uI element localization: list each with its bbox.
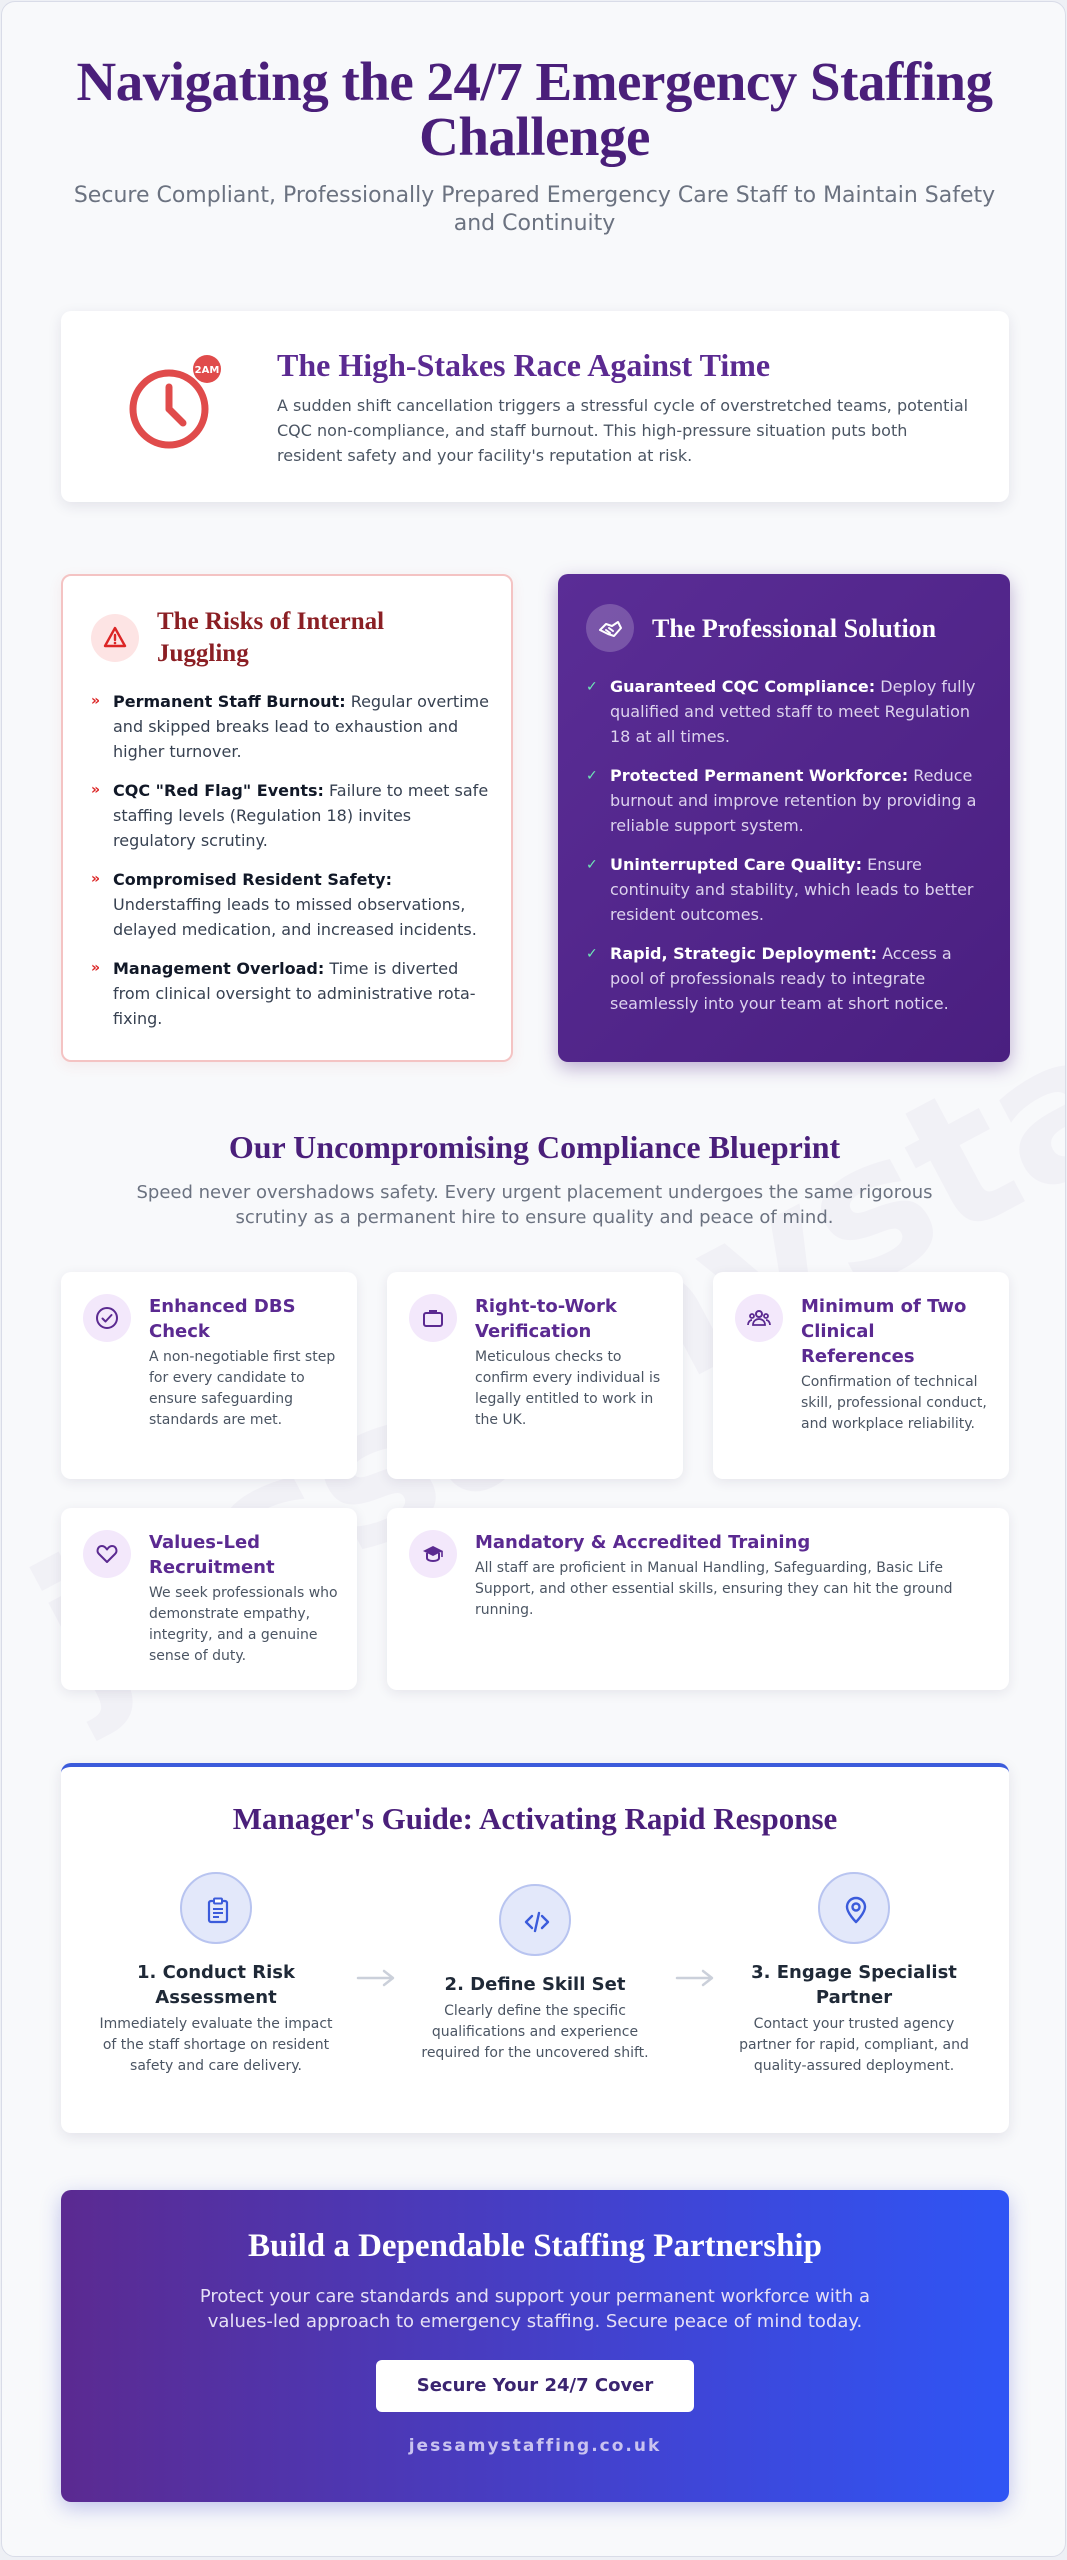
feature-text: All staff are proficient in Manual Handling, Safeguarding, Basic Life Support, and other essential skills, ensuring they can hit the ground running. — [475, 1560, 953, 1618]
step-text: Clearly define the specific qualifications and experience required for the uncovered shift. — [421, 2003, 649, 2061]
list-item: ✓ Guaranteed CQC Compliance: Deploy fully qualified and vetted staff to meet Regulation 18 at all times. — [586, 677, 976, 746]
handshake-icon — [586, 604, 634, 652]
cta-text: Protect your care standards and support your permanent workforce with a values-led approach to emergency staffing. Secure peace of mind today. — [199, 2286, 871, 2332]
risks-title: The Risks of Internal Juggling — [157, 608, 385, 667]
list-item: ✓ Uninterrupted Care Quality: Ensure continuity and stability, which leads to better resident outcomes. — [586, 855, 974, 924]
guide-title: Manager's Guide: Activating Rapid Response — [232, 1801, 838, 1836]
solution-title: The Professional Solution — [652, 614, 937, 643]
heart-icon — [83, 1530, 131, 1578]
check-icon: ✓ — [586, 857, 598, 873]
cta-banner — [61, 2190, 1009, 2502]
clock-icon — [125, 353, 225, 453]
solution-card — [558, 574, 1010, 1062]
feature-card-right-to-work — [387, 1272, 683, 1479]
race-card — [61, 311, 1009, 502]
chevron-bullet-icon: » — [91, 782, 101, 798]
people-icon — [735, 1294, 783, 1342]
feature-title: Values-Led Recruitment — [149, 1532, 275, 1578]
chevron-bullet-icon: » — [91, 960, 101, 976]
arrow-right-icon — [356, 1968, 396, 1988]
feature-title: Minimum of Two Clinical References — [801, 1296, 967, 1367]
list-item: » Permanent Staff Burnout: Regular overtime and skipped breaks lead to exhaustion and higher turnover. — [91, 689, 491, 764]
check-icon: ✓ — [586, 946, 598, 962]
check-icon: ✓ — [586, 679, 598, 695]
feature-text: Meticulous checks to confirm every individual is legally entitled to work in the UK. — [475, 1349, 661, 1428]
feature-text: Confirmation of technical skill, professional conduct, and workplace reliability. — [801, 1374, 987, 1432]
guide-step-3 — [729, 1872, 979, 2077]
list-item: » Management Overload: Time is diverted from clinical oversight to administrative rota-fixing. — [91, 956, 491, 1031]
check-circle-icon — [83, 1294, 131, 1342]
risks-card — [61, 574, 513, 1062]
guide-step-1 — [91, 1872, 341, 2077]
feature-card-values — [61, 1508, 357, 1690]
feature-text: We seek professionals who demonstrate empathy, integrity, and a genuine sense of duty. — [149, 1585, 338, 1664]
blueprint-header — [2, 1129, 1066, 1230]
step-title: 2. Define Skill Set — [444, 1974, 626, 1995]
arrow-right-icon — [675, 1968, 715, 1988]
feature-card-references — [713, 1272, 1009, 1479]
feature-title: Enhanced DBS Check — [149, 1296, 296, 1342]
warning-icon — [91, 614, 139, 662]
feature-title: Mandatory & Accredited Training — [475, 1532, 811, 1553]
feature-title: Right-to-Work Verification — [475, 1296, 617, 1342]
solution-list — [586, 674, 986, 1030]
list-item: » Compromised Resident Safety: Understaffing leads to missed observations, delayed medication, and increased incidents. — [91, 867, 491, 942]
briefcase-icon — [409, 1294, 457, 1342]
step-title: 3. Engage Specialist Partner — [751, 1962, 957, 2008]
graduation-cap-icon — [409, 1530, 457, 1578]
step-text: Contact your trusted agency partner for rapid, compliant, and quality-assured deployment. — [739, 2016, 969, 2074]
blueprint-title: Our Uncompromising Compliance Blueprint — [228, 1129, 841, 1165]
cta-title: Build a Dependable Staffing Partnership — [248, 2228, 822, 2264]
race-title: The High-Stakes Race Against Time — [277, 347, 771, 383]
feature-text: A non-negotiable first step for every candidate to ensure safeguarding standards are met. — [149, 1349, 336, 1428]
page-title: Navigating the 24/7 Emergency Staffing Challenge — [76, 51, 993, 167]
chevron-bullet-icon: » — [91, 871, 101, 887]
check-icon: ✓ — [586, 768, 598, 784]
list-item: ✓ Protected Permanent Workforce: Reduce burnout and improve retention by providing a reliable support system. — [586, 766, 977, 835]
list-item: ✓ Rapid, Strategic Deployment: Access a pool of professionals ready to integrate seamlessly into your team at short notice. — [586, 944, 952, 1013]
step-text: Immediately evaluate the impact of the staff shortage on resident safety and care delivery. — [99, 2016, 333, 2074]
blueprint-subtitle: Speed never overshadows safety. Every urgent placement undergoes the same rigorous scrutiny as a permanent hire to ensure quality and peace of mind. — [136, 1182, 933, 1228]
guide-step-2 — [410, 1884, 660, 2064]
race-text: A sudden shift cancellation triggers a stressful cycle of overstretched teams, potential CQC non-compliance, and staff burnout. This high-pressure situation puts both resident safety and your facility's reputation at risk. — [277, 396, 969, 465]
hero — [2, 51, 1066, 238]
website-link[interactable]: jessamystaffing.co.uk — [408, 2436, 662, 2456]
code-icon — [499, 1884, 571, 1956]
feature-card-training — [387, 1508, 1009, 1690]
page-subtitle: Secure Compliant, Professionally Prepared Emergency Care Staff to Maintain Safety and Continuity — [73, 183, 996, 236]
risks-list — [91, 689, 491, 1045]
feature-card-dbs — [61, 1272, 357, 1479]
clock-badge: 2AM — [194, 365, 220, 376]
infographic-page — [1, 1, 1066, 2557]
list-item: » CQC "Red Flag" Events: Failure to meet safe staffing levels (Regulation 18) invites regulatory scrutiny. — [91, 778, 491, 853]
step-title: 1. Conduct Risk Assessment — [137, 1962, 295, 2008]
clipboard-icon — [180, 1872, 252, 1944]
location-pin-icon — [818, 1872, 890, 1944]
secure-cover-button[interactable]: Secure Your 24/7 Cover — [376, 2360, 694, 2412]
chevron-bullet-icon: » — [91, 693, 101, 709]
